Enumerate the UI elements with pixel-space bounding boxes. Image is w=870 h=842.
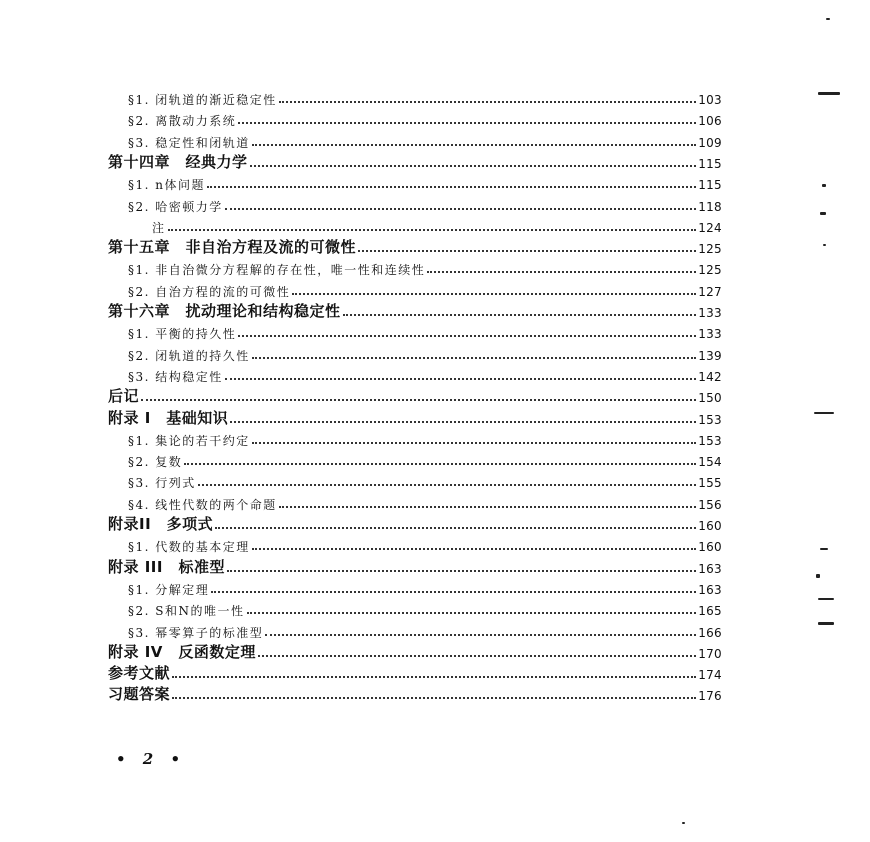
toc-page-number: 118 — [698, 199, 722, 214]
toc-dot-leader — [252, 442, 696, 444]
toc-chapter-row — [108, 661, 722, 681]
toc-entry-title: §2. 哈密顿力学 — [128, 199, 223, 214]
toc-chapter-row — [108, 150, 722, 170]
toc-dot-leader — [279, 101, 696, 103]
toc-entry-title: §3. 幂零算子的标准型 — [128, 625, 264, 640]
toc-page-number: 153 — [698, 412, 722, 427]
scan-speck — [814, 412, 834, 414]
toc-page-number: 150 — [698, 391, 722, 406]
toc-page-number: 163 — [698, 582, 722, 597]
toc-dot-leader — [427, 271, 696, 273]
toc-section-row — [128, 86, 722, 106]
toc-page-number: 115 — [698, 156, 722, 171]
toc-section-row — [128, 427, 722, 447]
toc-dot-leader — [358, 250, 696, 252]
toc-page-number: 115 — [698, 178, 722, 193]
toc-dot-leader — [225, 378, 696, 380]
toc-entry-title: §1. 代数的基本定理 — [128, 540, 250, 555]
toc-page-number: 174 — [698, 668, 722, 683]
toc-dot-leader — [207, 186, 696, 188]
toc-page-number: 160 — [698, 540, 722, 555]
toc-section-row — [128, 576, 722, 596]
toc-page-number: 124 — [698, 220, 722, 235]
toc-section-row — [128, 533, 722, 553]
toc-page-number: 170 — [698, 646, 722, 661]
scan-speck — [818, 92, 840, 95]
toc-entry-title: 附录II 多项式 — [108, 515, 214, 533]
toc-dot-leader — [141, 399, 696, 401]
toc-page-number: 165 — [698, 604, 722, 619]
toc-section-row — [128, 320, 722, 340]
toc-chapter-row — [108, 406, 722, 426]
toc-page-number: 125 — [698, 263, 722, 278]
toc-section-row — [128, 342, 722, 362]
toc-chapter-row — [108, 512, 722, 532]
page-number-footer: • 2 • — [116, 750, 187, 768]
toc-chapter-row — [108, 682, 722, 702]
toc-entry-title: 后记 — [108, 387, 140, 406]
toc-entry-title: 注 — [152, 220, 166, 235]
toc-entry-title: §3. 稳定性和闭轨道 — [128, 135, 250, 150]
toc-chapter-row — [108, 299, 722, 319]
toc-page-number: 166 — [698, 625, 722, 640]
toc-page-number: 163 — [698, 561, 722, 576]
toc-entry-title: 第十六章 扰动理论和结构稳定性 — [108, 302, 341, 320]
toc-entry-title: §3. 结构稳定性 — [128, 369, 223, 384]
toc-section-row — [128, 256, 722, 276]
toc-page-number: 176 — [698, 689, 722, 704]
toc-entry-title: §3. 行列式 — [128, 476, 196, 491]
toc-dot-leader — [172, 697, 696, 699]
toc-page-number: 155 — [698, 476, 722, 491]
toc-section-row — [128, 129, 722, 149]
scan-speck — [818, 598, 834, 600]
toc-entry-title: §1. 非自治微分方程解的存在性，唯一性和连续性 — [128, 263, 426, 278]
toc-page-number: 133 — [698, 327, 722, 342]
toc-dot-leader — [230, 421, 696, 423]
toc-entry-title: §1. 平衡的持久性 — [128, 327, 237, 342]
toc-dot-leader — [184, 463, 696, 465]
toc-dot-leader — [215, 527, 696, 529]
toc-chapter-row — [108, 384, 722, 404]
toc-entry-title: 第十五章 非自治方程及流的可微性 — [108, 238, 357, 257]
toc-page-number: 156 — [698, 497, 722, 512]
toc-chapter-row — [108, 640, 722, 660]
toc-entry-title: §2. 闭轨道的持久性 — [128, 348, 250, 363]
toc-entry-title: §1. n体问题 — [128, 178, 205, 193]
toc-section-row — [128, 107, 722, 127]
toc-chapter-row — [108, 235, 722, 255]
toc-page-number: 139 — [698, 348, 722, 363]
toc-dot-leader — [252, 357, 696, 359]
toc-page-number: 133 — [698, 306, 722, 320]
scan-speck — [820, 212, 826, 215]
toc-entry-title: 习题答案 — [108, 685, 171, 704]
scan-speck — [826, 18, 830, 20]
toc-entry-title: §2. 离散动力系统 — [128, 114, 237, 129]
toc-dot-leader — [172, 676, 696, 678]
toc-dot-leader — [247, 612, 697, 614]
toc-page-number: 142 — [698, 369, 722, 384]
toc-section-row — [128, 193, 722, 213]
toc-dot-leader — [279, 506, 696, 508]
toc-section-row — [128, 469, 722, 489]
toc-dot-leader — [265, 634, 696, 636]
toc-entry-title: 第十四章 经典力学 — [108, 152, 248, 171]
toc-section-row — [128, 491, 722, 511]
scan-speck — [822, 184, 826, 187]
toc-dot-leader — [258, 655, 696, 657]
toc-dot-leader — [211, 591, 696, 593]
toc-section-row — [128, 619, 722, 639]
toc-dot-leader — [227, 570, 696, 572]
toc-page-number: 153 — [698, 433, 722, 448]
toc-page-number: 160 — [698, 519, 722, 533]
toc-entry-title: §2. 复数 — [128, 455, 183, 470]
toc-dot-leader — [198, 484, 696, 486]
scan-speck — [816, 574, 820, 578]
toc-dot-leader — [292, 293, 696, 295]
toc-entry-title: §1. 集论的若干约定 — [128, 433, 250, 448]
toc-dot-leader — [168, 229, 697, 231]
toc-page-number: 127 — [698, 284, 722, 299]
toc-page-number: 106 — [698, 114, 722, 129]
scan-speck — [820, 548, 828, 550]
scan-speck — [818, 622, 834, 625]
toc-page-number: 154 — [698, 455, 722, 470]
scan-speck — [823, 244, 826, 246]
toc-section-row — [128, 363, 722, 383]
toc-page-number: 109 — [698, 135, 722, 150]
toc-dot-leader — [225, 208, 696, 210]
toc-entry-title: §1. 闭轨道的渐近稳定性 — [128, 93, 277, 107]
toc-entry-title: §2. 自治方程的流的可微性 — [128, 284, 291, 299]
toc-entry-title: 附录 I 基础知识 — [108, 408, 229, 427]
toc-dot-leader — [250, 165, 697, 167]
toc-section-row — [128, 171, 722, 191]
toc-page-number: 103 — [698, 93, 722, 107]
toc-dot-leader — [252, 144, 696, 146]
toc-entry-title: 参考文献 — [108, 664, 171, 683]
toc-section-row — [128, 597, 722, 617]
toc-dot-leader — [238, 335, 696, 337]
toc-chapter-row — [108, 555, 722, 575]
toc-dot-leader — [238, 122, 696, 124]
toc-section-row — [128, 448, 722, 468]
toc-dot-leader — [343, 314, 697, 316]
toc-entry-title: §2. S和N的唯一性 — [128, 604, 245, 619]
scan-speck — [682, 822, 685, 824]
toc-section-row — [152, 214, 722, 234]
toc-entry-title: §4. 线性代数的两个命题 — [128, 497, 277, 512]
toc-page-number: 125 — [698, 242, 722, 257]
toc-dot-leader — [252, 548, 696, 550]
toc-entry-title: §1. 分解定理 — [128, 582, 210, 597]
toc-entry-title: 附录 III 标准型 — [108, 557, 225, 576]
toc-section-row — [128, 278, 722, 298]
toc-entry-title: 附录 IV 反函数定理 — [108, 642, 256, 661]
